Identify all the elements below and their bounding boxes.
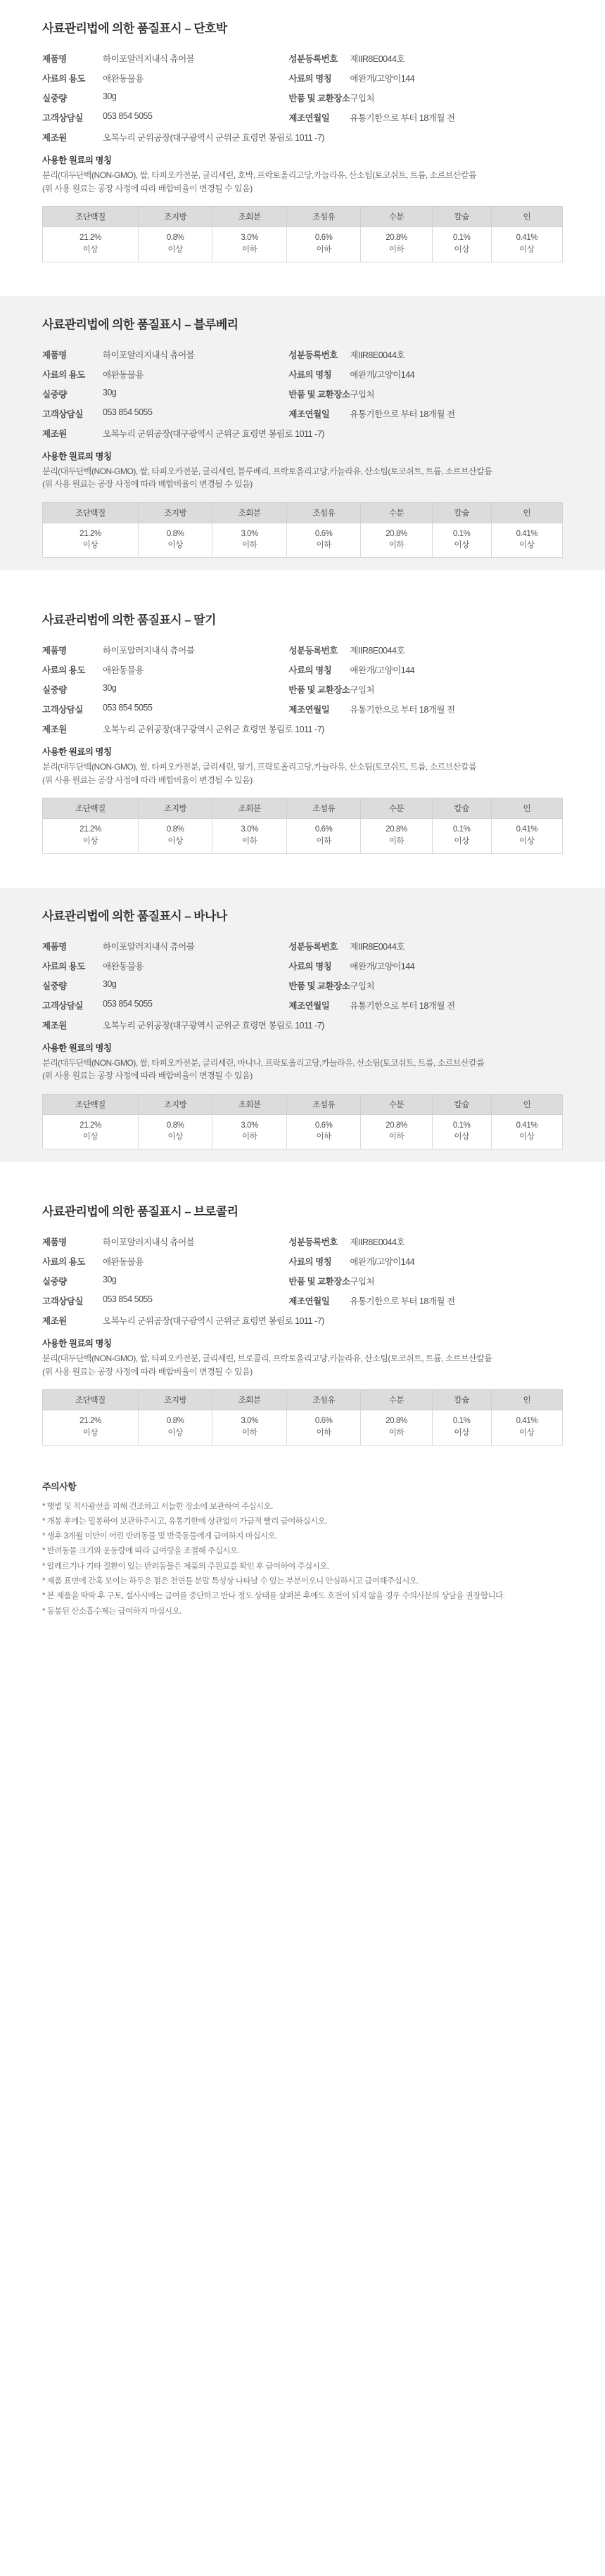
nutrition-header-row [43,1390,563,1410]
nutrition-table [42,1389,563,1445]
label-usage: 사료의 용도 [42,665,85,676]
nutrition-cell: 20.8% 이하 [361,819,432,853]
label-product-name: 제품명 [42,350,67,360]
nutrition-cell: 0.8% 이상 [138,523,212,557]
table-row [42,404,563,423]
label-usage: 사료의 용도 [42,369,85,380]
value-net-weight: 30g [103,683,117,694]
ingredients-note: (위 사용 원료는 공장 사정에 따라 배합비율이 변경될 수 있음) [42,1071,253,1081]
nutrition-cell: 3.0% 이하 [212,1114,287,1149]
block-title: 사료관리법에 의한 품질표시 – 단호박 [42,22,227,35]
label-customer-center: 고객상담실 [42,705,83,715]
nutrition-cell: 0.8% 이상 [138,1410,212,1445]
nutrition-value-row [43,1410,563,1445]
table-row [42,127,563,147]
table-row [42,1291,563,1311]
value-net-weight: 30g [103,978,117,989]
value-reg-number: 제IIR8E0044호 [350,941,405,952]
nutrition-header-cell: 조지방 [138,1390,212,1410]
label-product-name: 제품명 [42,646,67,656]
label-customer-center: 고객상담실 [42,409,83,419]
value-manufacturer: 오복누리 군위공장(대구광역시 군위군 효령면 봉림로 1011 -7) [103,1020,324,1031]
nutrition-table [42,1094,563,1149]
nutrition-header-cell: 조회분 [212,798,287,819]
precautions-section [0,1458,605,1647]
nutrition-header-cell: 수분 [361,1094,432,1114]
value-usage: 애완동물용 [103,961,144,971]
precautions-list [42,1500,563,1619]
ingredients-text: 분리(대두단백(NON-GMO), 쌀, 타피오카전분, 글리세린, 호박, 프락토올리고당,카늘라유, 산소팀(토코쉬트, 트륨, 소르브산칼륨 [42,170,477,180]
nutrition-header-cell: 조섬유 [286,1390,361,1410]
block-title: 사료관리법에 의한 품질표시 – 블루베리 [42,317,238,331]
nutrition-header-cell: 조단백질 [43,502,139,523]
value-reg-number: 제IIR8E0044호 [350,646,405,656]
label-manufacturer: 제조원 [42,133,67,143]
nutrition-cell: 20.8% 이하 [361,1114,432,1149]
value-mfg-expiry: 유통기한으로 부터 18개월 전 [350,113,455,123]
nutrition-header-row [43,207,563,227]
value-product-name: 하이포알러지내식 츄어블 [103,350,195,360]
table-row [42,68,563,88]
table-row [42,976,563,995]
ingredients-heading: 사용한 원료의 명칭 [42,1339,112,1349]
list-item: * 개봉 후에는 밀봉하여 보관하주시고, 유통기한에 상관없이 가급적 빨리 급여하십시오. [42,1517,327,1526]
list-item: * 알레르기나 기타 질환이 있는 반려동물은 제품의 주원료를 확인 후 급여하여 주십시오. [42,1562,329,1571]
value-customer-center: 053 854 5055 [103,111,153,121]
value-sale-place: 구입처 [350,685,375,696]
label-org-name: 사료의 명칭 [288,74,332,84]
value-usage: 애완동물용 [103,369,144,380]
product-info-table [42,936,563,1035]
ingredients-note: (위 사용 원료는 공장 사정에 따라 배합비율이 변경될 수 있음) [42,774,253,785]
table-row [42,88,563,108]
value-org-name: 애완개/고양이144 [350,961,415,971]
value-net-weight: 30g [103,1275,117,1285]
nutrition-header-cell: 조단백질 [43,207,139,227]
label-org-name: 사료의 명칭 [288,1257,332,1268]
nutrition-cell: 20.8% 이하 [361,227,432,262]
nutrition-header-cell: 조섬유 [286,207,361,227]
value-customer-center: 053 854 5055 [103,998,153,1009]
value-manufacturer: 오복누리 군위공장(대구광역시 군위군 효령면 봉림로 1011 -7) [103,1316,324,1327]
nutrition-cell: 0.6% 이하 [286,227,361,262]
nutrition-header-cell: 조회분 [212,207,287,227]
nutrition-cell: 0.6% 이하 [286,819,361,853]
section-divider [0,275,605,296]
label-org-name: 사료의 명칭 [288,665,332,676]
nutrition-cell: 0.6% 이하 [286,1410,361,1445]
product-info-table [42,640,563,739]
value-net-weight: 30g [103,387,117,397]
value-sale-place: 구입처 [350,981,375,991]
nutrition-header-cell: 조지방 [138,207,212,227]
nutrition-cell: 21.2% 이상 [43,1114,139,1149]
value-usage: 애완동물용 [103,74,144,84]
quality-label-block [0,1183,605,1458]
label-usage: 사료의 용도 [42,74,85,84]
table-row [42,345,563,364]
nutrition-cell: 3.0% 이하 [212,1410,287,1445]
label-org-name: 사료의 명칭 [288,369,332,380]
nutrition-cell: 0.1% 이상 [432,227,491,262]
table-row [42,680,563,699]
ingredients-heading: 사용한 원료의 명칭 [42,1042,112,1053]
value-org-name: 애완개/고양이144 [350,665,415,676]
ingredients-text: 분리(대두단백(NON-GMO), 쌀, 타피오카전분, 글리세린, 블루베리, 프락토올리고당,카늘라유, 산소팀(토코쉬트, 트륨, 소르브산칼륨 [42,466,492,476]
table-row [42,1015,563,1035]
table-row [42,1232,563,1251]
nutrition-cell: 21.2% 이상 [43,819,139,853]
value-usage: 애완동물용 [103,1257,144,1268]
label-sale-place: 반품 및 교환장소 [288,1277,350,1287]
nutrition-header-cell: 수분 [361,798,432,819]
quality-label-block [0,0,605,275]
nutrition-table [42,798,563,853]
table-row [42,108,563,127]
value-mfg-expiry: 유통기한으로 부터 18개월 전 [350,1000,455,1011]
nutrition-header-cell: 수분 [361,1390,432,1410]
nutrition-cell: 0.41% 이상 [491,227,562,262]
nutrition-header-cell: 인 [491,207,562,227]
ingredients-note: (위 사용 원료는 공장 사정에 따라 배합비율이 변경될 수 있음) [42,183,253,193]
label-net-weight: 실중량 [42,94,67,103]
nutrition-cell: 0.6% 이하 [286,523,361,557]
value-reg-number: 제IIR8E0044호 [350,350,405,360]
nutrition-header-cell: 조섬유 [286,1094,361,1114]
nutrition-header-cell: 인 [491,1390,562,1410]
nutrition-header-cell: 칼슘 [432,502,491,523]
value-net-weight: 30g [103,91,117,101]
section-divider [0,1162,605,1183]
value-customer-center: 053 854 5055 [103,703,153,713]
label-mfg-expiry: 제조연월일 [288,705,330,715]
nutrition-cell: 21.2% 이상 [43,1410,139,1445]
nutrition-value-row [43,523,563,557]
label-sale-place: 반품 및 교환장소 [288,389,350,400]
value-mfg-expiry: 유통기한으로 부터 18개월 전 [350,1296,455,1307]
table-row [42,936,563,956]
ingredients-heading: 사용한 원료의 명칭 [42,747,112,758]
table-row [42,1271,563,1291]
label-customer-center: 고객상담실 [42,1296,83,1307]
nutrition-cell: 0.1% 이상 [432,1410,491,1445]
nutrition-header-cell: 조단백질 [43,798,139,819]
value-manufacturer: 오복누리 군위공장(대구광역시 군위군 효령면 봉림로 1011 -7) [103,133,324,143]
nutrition-value-row [43,1114,563,1149]
value-org-name: 애완개/고양이144 [350,1257,415,1268]
nutrition-header-cell: 인 [491,502,562,523]
product-info-table [42,1232,563,1330]
nutrition-header-cell: 칼슘 [432,207,491,227]
label-product-name: 제품명 [42,1237,67,1248]
label-org-name: 사료의 명칭 [288,961,332,971]
table-row [42,1251,563,1271]
nutrition-header-cell: 조섬유 [286,798,361,819]
list-item: * 생후 3개월 미만이 어린 반려동물 및 반죽동물에게 급여하지 마십시오. [42,1532,277,1541]
nutrition-header-row [43,1094,563,1114]
nutrition-cell: 0.41% 이상 [491,1114,562,1149]
ingredients-note: (위 사용 원료는 공장 사정에 따라 배합비율이 변경될 수 있음) [42,1366,253,1377]
label-usage: 사료의 용도 [42,961,85,971]
label-usage: 사료의 용도 [42,1257,85,1268]
nutrition-header-cell: 인 [491,1094,562,1114]
label-net-weight: 실중량 [42,981,67,991]
table-row [42,423,563,443]
value-manufacturer: 오복누리 군위공장(대구광역시 군위군 효령면 봉림로 1011 -7) [103,725,324,735]
nutrition-table [42,206,563,262]
label-mfg-expiry: 제조연월일 [288,1296,330,1307]
value-sale-place: 구입처 [350,389,375,400]
nutrition-cell: 0.1% 이상 [432,1114,491,1149]
nutrition-header-cell: 조지방 [138,1094,212,1114]
table-row [42,660,563,680]
label-customer-center: 고객상담실 [42,1000,83,1011]
label-reg-number: 성분등록번호 [288,941,338,952]
table-row [42,364,563,384]
value-product-name: 하이포알러지내식 츄어블 [103,54,195,64]
nutrition-header-cell: 수분 [361,502,432,523]
nutrition-cell: 0.6% 이하 [286,1114,361,1149]
quality-label-block [0,888,605,1163]
block-title: 사료관리법에 의한 품질표시 – 딸기 [42,613,216,627]
nutrition-cell: 0.41% 이상 [491,523,562,557]
ingredients-text: 분리(대두단백(NON-GMO), 쌀, 타피오카전분, 글리세린, 브로콜리, 프락토올리고당,카늘라유, 산소팀(토코쉬트, 트륨, 소르브산칼륨 [42,1353,492,1364]
value-product-name: 하이포알러지내식 츄어블 [103,941,195,952]
label-manufacturer: 제조원 [42,1316,67,1327]
ingredients-text: 분리(대두단백(NON-GMO), 쌀, 타피오카전분, 글리세린, 딸기, 프락토올리고당,카늘라유, 산소팀(토코쉬트, 트륨, 소르브산칼륨 [42,762,477,772]
table-row [42,995,563,1015]
label-product-name: 제품명 [42,941,67,952]
ingredients-heading: 사용한 원료의 명칭 [42,155,112,165]
ingredients-text: 분리(대두단백(NON-GMO), 쌀, 타피오카전분, 글리세린, 바나나, 프락토올리고당,카늘라유, 산소팀(토코쉬트, 트륨, 소르브산칼륨 [42,1057,485,1068]
label-reg-number: 성분등록번호 [288,350,338,360]
value-reg-number: 제IIR8E0044호 [350,54,405,64]
list-item: * 제품 표면에 간혹 보이는 하두운 점은 천연물 분말 특성상 나타날 수 있는 부분이오니 안심하시고 급여해주십시오. [42,1576,419,1586]
nutrition-header-cell: 칼슘 [432,798,491,819]
nutrition-header-cell: 인 [491,798,562,819]
quality-label-block [0,592,605,867]
nutrition-cell: 0.41% 이상 [491,819,562,853]
nutrition-cell: 3.0% 이하 [212,227,287,262]
precautions-title: 주의사항 [42,1481,77,1492]
nutrition-cell: 0.8% 이상 [138,227,212,262]
quality-label-block [0,296,605,571]
value-mfg-expiry: 유통기한으로 부터 18개월 전 [350,705,455,715]
table-row [42,1311,563,1330]
nutrition-cell: 0.1% 이상 [432,819,491,853]
nutrition-cell: 21.2% 이상 [43,227,139,262]
label-mfg-expiry: 제조연월일 [288,1000,330,1011]
label-mfg-expiry: 제조연월일 [288,113,330,123]
list-item: * 햇볕 및 직사광선을 피해 건조하고 서늘한 장소에 보관하여 주십시오. [42,1502,273,1511]
list-item: * 본 제품을 딱딱 후 구토, 설사시에는 급여를 중단하고 반나 정도 상태를 살펴본 후에도 호전이 되지 않을 경우 수의사분의 상담을 권장합니다. [42,1592,505,1601]
value-customer-center: 053 854 5055 [103,407,153,417]
nutrition-cell: 3.0% 이하 [212,523,287,557]
label-sale-place: 반품 및 교환장소 [288,685,350,696]
label-sale-place: 반품 및 교환장소 [288,981,350,991]
nutrition-header-cell: 조단백질 [43,1390,139,1410]
nutrition-value-row [43,227,563,262]
value-customer-center: 053 854 5055 [103,1294,153,1305]
nutrition-header-cell: 조회분 [212,1390,287,1410]
list-item: * 동봉된 산소흡수제는 급여하지 마십시오. [42,1607,182,1616]
nutrition-value-row [43,819,563,853]
value-reg-number: 제IIR8E0044호 [350,1237,405,1248]
value-usage: 애완동물용 [103,665,144,676]
value-sale-place: 구입처 [350,94,375,103]
table-row [42,956,563,976]
table-row [42,719,563,739]
nutrition-cell: 0.8% 이상 [138,819,212,853]
section-divider [0,570,605,592]
value-mfg-expiry: 유통기한으로 부터 18개월 전 [350,409,455,419]
nutrition-header-cell: 칼슘 [432,1094,491,1114]
label-reg-number: 성분등록번호 [288,646,338,656]
label-manufacturer: 제조원 [42,725,67,735]
nutrition-cell: 21.2% 이상 [43,523,139,557]
label-customer-center: 고객상담실 [42,113,83,123]
label-reg-number: 성분등록번호 [288,54,338,64]
value-org-name: 애완개/고양이144 [350,369,415,380]
nutrition-cell: 0.8% 이상 [138,1114,212,1149]
label-net-weight: 실중량 [42,685,67,696]
value-product-name: 하이포알러지내식 츄어블 [103,1237,195,1248]
label-net-weight: 실중량 [42,1277,67,1287]
label-mfg-expiry: 제조연월일 [288,409,330,419]
block-title: 사료관리법에 의한 품질표시 – 브로콜리 [42,1205,238,1219]
value-manufacturer: 오복누리 군위공장(대구광역시 군위군 효령면 봉림로 1011 -7) [103,428,324,439]
table-row [42,384,563,404]
nutrition-cell: 20.8% 이하 [361,523,432,557]
ingredients-note: (위 사용 원료는 공장 사정에 따라 배합비율이 변경될 수 있음) [42,479,253,490]
nutrition-header-cell: 조지방 [138,502,212,523]
label-net-weight: 실중량 [42,389,67,400]
nutrition-cell: 3.0% 이하 [212,819,287,853]
label-manufacturer: 제조원 [42,428,67,439]
label-manufacturer: 제조원 [42,1020,67,1031]
block-title: 사료관리법에 의한 품질표시 – 바나나 [42,909,227,923]
label-sale-place: 반품 및 교환장소 [288,94,350,103]
nutrition-header-cell: 조섬유 [286,502,361,523]
nutrition-header-row [43,798,563,819]
label-reg-number: 성분등록번호 [288,1237,338,1248]
nutrition-header-row [43,502,563,523]
nutrition-header-cell: 조단백질 [43,1094,139,1114]
table-row [42,640,563,660]
value-product-name: 하이포알러지내식 츄어블 [103,646,195,656]
label-product-name: 제품명 [42,54,67,64]
nutrition-cell: 0.1% 이상 [432,523,491,557]
table-row [42,699,563,719]
table-row [42,49,563,68]
nutrition-header-cell: 수분 [361,207,432,227]
nutrition-cell: 0.41% 이상 [491,1410,562,1445]
nutrition-header-cell: 칼슘 [432,1390,491,1410]
value-sale-place: 구입처 [350,1277,375,1287]
list-item: * 반려동물 크기와 운동량에 따라 급여량을 조절해 주십시오. [42,1547,240,1556]
section-divider [0,867,605,888]
nutrition-header-cell: 조회분 [212,502,287,523]
nutrition-header-cell: 조지방 [138,798,212,819]
value-org-name: 애완개/고양이144 [350,74,415,84]
nutrition-cell: 20.8% 이하 [361,1410,432,1445]
product-info-table [42,49,563,147]
ingredients-heading: 사용한 원료의 명칭 [42,451,112,461]
nutrition-header-cell: 조회분 [212,1094,287,1114]
nutrition-table [42,502,563,558]
product-info-table [42,345,563,443]
